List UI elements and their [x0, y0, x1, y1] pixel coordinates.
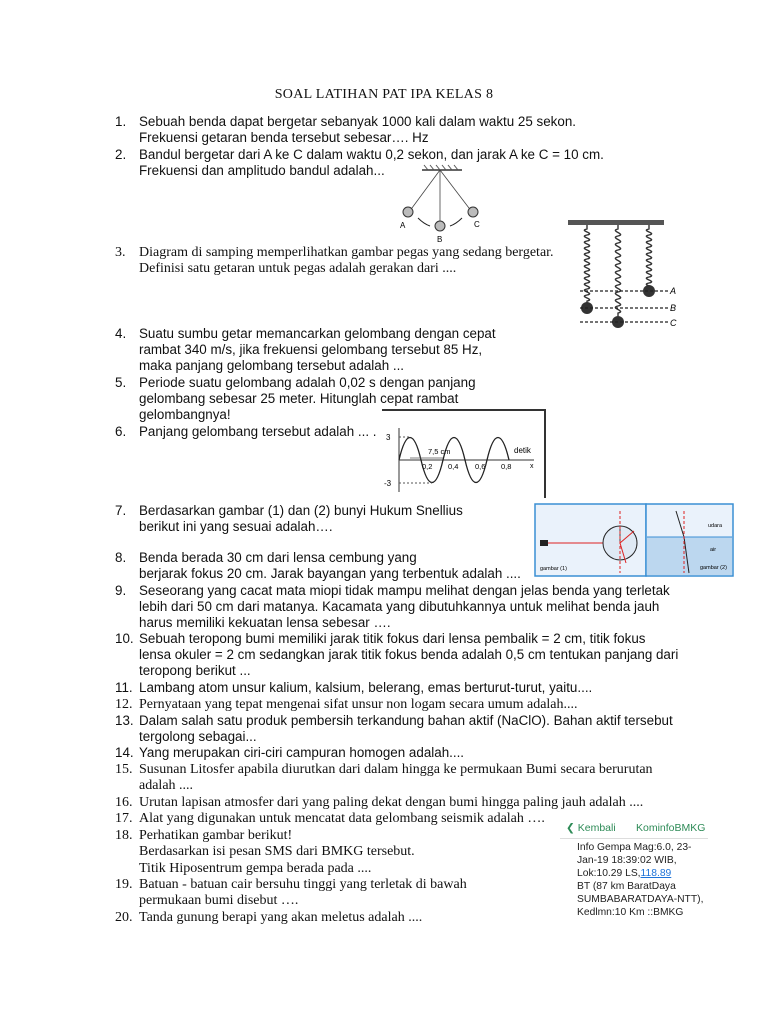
sms-line: Lok:10.29 LS,	[577, 868, 641, 879]
wave-ymax: 3	[386, 433, 391, 442]
question-text: adalah ....	[139, 778, 194, 793]
sms-header	[560, 818, 708, 839]
question-number: 7.	[115, 503, 127, 518]
question-text: Diagram di samping memperlihatkan gambar pegas yang sedang bergetar.	[139, 245, 554, 260]
question-text: gelombangnya!	[139, 407, 231, 422]
question-number: 11.	[115, 680, 133, 695]
question-text: Alat yang digunakan untuk mencatat data gelombang seismik adalah ….	[139, 811, 545, 826]
question-text: Definisi satu getaran untuk pegas adalah gerakan dari ....	[139, 261, 457, 276]
question-text: Panjang gelombang tersebut adalah ... .	[139, 424, 377, 439]
sms-screenshot	[560, 818, 708, 918]
question-text: Pernyataan yang tepat mengenai sifat unsur non logam secara umum adalah....	[139, 697, 578, 712]
chevron-left-icon: ❮	[566, 822, 575, 834]
question-number: 4.	[115, 326, 127, 341]
wave-tick: 0,2	[422, 462, 433, 471]
question-text: Dalam salah satu produk pembersih terkandung bahan aktif (NaClO). Bahan aktif tersebut	[139, 713, 673, 728]
question-text: Perhatikan gambar berikut!	[139, 828, 293, 843]
question-number: 5.	[115, 375, 127, 390]
wave-axis-unit: detik	[514, 446, 531, 455]
sms-line: SUMBABARATDAYA-NTT),	[577, 894, 704, 905]
question-number: 10.	[115, 631, 134, 646]
question-text: gelombang sebesar 25 meter. Hitunglah cepat rambat	[139, 391, 459, 406]
sms-line: Kedlmn:10 Km ::BMKG	[577, 907, 684, 918]
back-label: Kembali	[577, 822, 616, 834]
wave-tick: 0,4	[448, 462, 459, 471]
question-number: 2.	[115, 147, 127, 162]
question-text: lensa okuler = 2 cm sedangkan jarak titik fokus benda adalah 0,5 cm tentukan panjang dari	[139, 647, 679, 662]
snellius-caption-1: gambar (1)	[540, 566, 567, 572]
wave-tick: 0,8	[501, 462, 512, 471]
spring-label-b: B	[670, 303, 677, 313]
question-text: Frekuensi dan amplitudo bandul adalah...	[139, 163, 385, 178]
question-text: berikut ini yang sesuai adalah….	[139, 519, 333, 534]
question-number: 14.	[115, 745, 134, 760]
question-text: Berdasarkan isi pesan SMS dari BMKG tersebut.	[139, 844, 415, 859]
question-text: Titik Hiposentrum gempa berada pada ....	[139, 861, 372, 876]
question-number: 6.	[115, 424, 127, 439]
spring-label-a: A	[670, 286, 677, 296]
question-number: 17.	[115, 811, 133, 826]
question-number: 8.	[115, 550, 127, 565]
pendulum-label-b: B	[437, 235, 443, 244]
snellius-figure	[534, 503, 734, 577]
question-number: 15.	[115, 762, 133, 777]
question-number: 3.	[115, 245, 126, 260]
question-text: lebih dari 50 cm dari matanya. Kacamata yang dibutuhkannya untuk melihat benda jauh	[139, 599, 660, 614]
spring-label-c: C	[670, 318, 677, 328]
wave-tick: 0,6	[475, 462, 486, 471]
wave-axis-end: x	[530, 463, 534, 470]
page-title: SOAL LATIHAN PAT IPA KELAS 8	[274, 87, 494, 102]
snellius-caption-2: gambar (2)	[700, 565, 727, 571]
question-text: Susunan Litosfer apabila diurutkan dari dalam hingga ke permukaan Bumi secara berurutan	[139, 762, 653, 777]
sms-link[interactable]: 118.89	[640, 868, 672, 879]
pendulum-label-a: A	[400, 221, 406, 230]
question-text: Benda berada 30 cm dari lensa cembung yang	[139, 550, 417, 565]
question-text: Yang merupakan ciri-ciri campuran homogen adalah....	[139, 745, 465, 760]
question-text: teropong berikut ...	[139, 663, 251, 678]
question-number: 18.	[115, 828, 133, 843]
springs-figure	[566, 218, 686, 332]
question-text: Periode suatu gelombang adalah 0,02 s dengan panjang	[139, 375, 476, 390]
question-text: Suatu sumbu getar memancarkan gelombang dengan cepat	[139, 326, 496, 341]
wave-ymin: -3	[384, 479, 392, 488]
question-text: berjarak fokus 20 cm. Jarak bayangan yang terbentuk adalah ....	[139, 566, 521, 581]
sms-sender: KominfoBMKG	[636, 822, 706, 834]
wave-figure	[382, 408, 548, 500]
pendulum-figure	[392, 162, 492, 244]
question-text: tergolong sebagai...	[139, 729, 257, 744]
sms-line: BT (87 km BaratDaya	[577, 881, 676, 892]
question-text: Batuan - batuan cair bersuhu tinggi yang terletak di bawah	[139, 877, 467, 892]
question-text: Berdasarkan gambar (1) dan (2) bunyi Hukum Snellius	[139, 503, 463, 518]
question-number: 19.	[115, 877, 133, 892]
question-text: harus memiliki kekuatan lensa sebesar ….	[139, 615, 391, 630]
question-text: rambat 340 m/s, jika frekuensi gelombang tersebut 85 Hz,	[139, 342, 483, 357]
snellius-medium-bottom: air	[710, 547, 717, 553]
back-button[interactable]	[566, 822, 616, 834]
question-number: 9.	[115, 583, 127, 598]
question-text: Tanda gunung berapi yang akan meletus adalah ....	[139, 910, 423, 925]
question-text: Sebuah benda dapat bergetar sebanyak 1000 kali dalam waktu 25 sekon.	[139, 114, 576, 129]
question-text: maka panjang gelombang tersebut adalah ...	[139, 358, 405, 373]
sms-line: Jan-19 18:39:02 WIB,	[577, 855, 677, 866]
question-text: Lambang atom unsur kalium, kalsium, belerang, emas berturut-turut, yaitu....	[139, 680, 593, 695]
question-text: Urutan lapisan atmosfer dari yang paling dekat dengan bumi hingga paling jauh adalah ....	[139, 795, 644, 810]
question-text: Seseorang yang cacat mata miopi tidak mampu melihat dengan jelas benda yang terletak	[139, 583, 670, 598]
question-text: permukaan bumi disebut ….	[139, 893, 299, 908]
question-number: 20.	[115, 910, 133, 925]
wave-wavelength: 7,5 cm	[428, 447, 451, 456]
sms-line: Info Gempa Mag:6.0, 23-	[577, 842, 692, 853]
snellius-medium-top: udara	[708, 523, 723, 529]
question-number: 13.	[115, 713, 134, 728]
question-text: Frekuensi getaran benda tersebut sebesar…. Hz	[139, 130, 429, 145]
question-number: 1.	[115, 114, 127, 129]
question-text: Sebuah teropong bumi memiliki jarak titik fokus dari lensa pembalik = 2 cm, titik fokus	[139, 631, 646, 646]
question-number: 12.	[115, 697, 133, 712]
question-text: Bandul bergetar dari A ke C dalam waktu 0,2 sekon, dan jarak A ke C = 10 cm.	[139, 147, 604, 162]
question-number: 16.	[115, 795, 133, 810]
sms-body	[560, 839, 708, 919]
pendulum-label-c: C	[474, 220, 480, 229]
